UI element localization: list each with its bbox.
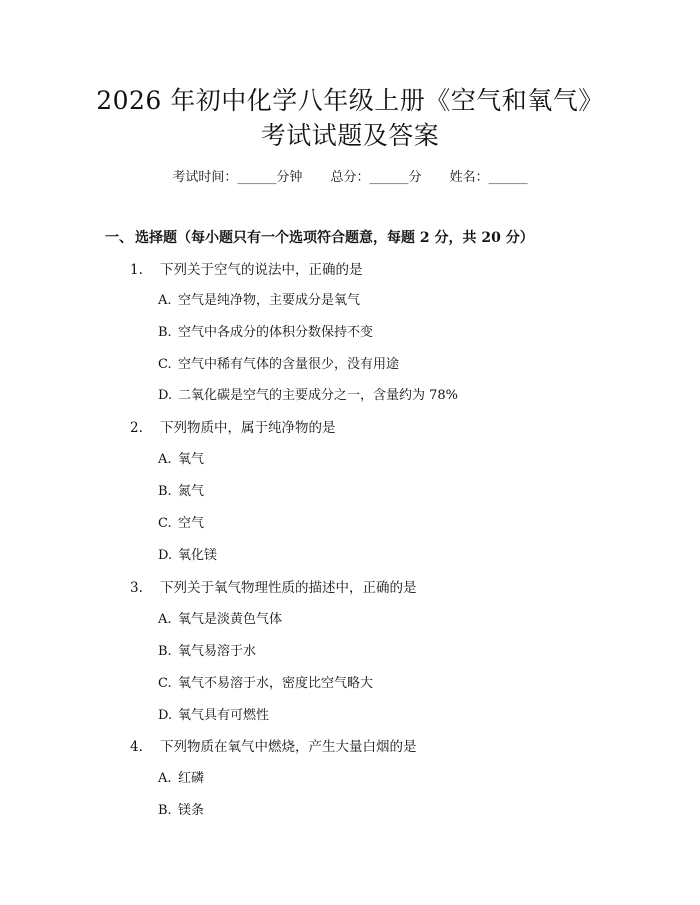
- option-letter: B.: [158, 644, 172, 659]
- option-text: 空气是纯净物，主要成分是氧气: [178, 293, 361, 308]
- question-2-option-b: [158, 482, 204, 502]
- option-letter: D.: [158, 708, 173, 723]
- option-letter: A.: [158, 293, 172, 308]
- option-letter: B.: [158, 325, 172, 340]
- question-text: 下列关于氧气物理性质的描述中，正确的是: [160, 580, 417, 596]
- question-2-option-d: [158, 546, 217, 566]
- question-1-option-d: [158, 386, 458, 406]
- question-3: [130, 578, 417, 598]
- question-2: [130, 418, 336, 438]
- question-1-option-a: [158, 291, 360, 311]
- option-letter: B.: [158, 803, 172, 818]
- option-text: 氧化镁: [178, 548, 218, 563]
- exam-meta-line: [0, 168, 700, 188]
- section-title: 选择题（每小题只有一个选项符合题意，每题 2 分，共 20 分）: [135, 230, 534, 246]
- question-1-option-c: [158, 355, 399, 375]
- question-number: 2.: [130, 420, 143, 436]
- option-text: 氧气易溶于水: [178, 644, 257, 659]
- question-4-option-a: [158, 769, 204, 789]
- question-number: 4.: [130, 739, 143, 755]
- option-text: 红磷: [178, 771, 205, 786]
- option-text: 氮气: [178, 484, 205, 499]
- question-text: 下列物质在氧气中燃烧，产生大量白烟的是: [160, 739, 417, 755]
- option-text: 镁条: [178, 803, 205, 818]
- option-letter: C.: [158, 676, 172, 691]
- option-text: 氧气是淡黄色气体: [178, 612, 283, 627]
- option-text: 空气: [178, 516, 205, 531]
- exam-title-line1: 2026 年初中化学八年级上册《空气和氧气》: [96, 86, 604, 115]
- question-2-option-c: [158, 514, 204, 534]
- question-4-option-b: [158, 801, 204, 821]
- question-4: [130, 737, 417, 757]
- question-number: 3.: [130, 580, 143, 596]
- question-3-option-b: [158, 642, 256, 662]
- option-text: 空气中各成分的体积分数保持不变: [178, 325, 374, 340]
- section-number: 一、: [105, 230, 133, 246]
- option-text: 二氧化碳是空气的主要成分之一，含量约为 78%: [178, 388, 459, 403]
- option-letter: D.: [158, 548, 173, 563]
- option-letter: A.: [158, 771, 172, 786]
- option-letter: A.: [158, 452, 172, 467]
- exam-title-line2: 考试试题及答案: [260, 121, 440, 150]
- question-3-option-c: [158, 674, 373, 694]
- option-text: 氧气不易溶于水，密度比空气略大: [178, 676, 374, 691]
- question-2-option-a: [158, 450, 204, 470]
- option-letter: C.: [158, 357, 172, 372]
- question-1: [130, 260, 363, 280]
- question-3-option-d: [158, 706, 269, 726]
- option-letter: C.: [158, 516, 172, 531]
- option-letter: A.: [158, 612, 172, 627]
- question-text: 下列关于空气的说法中，正确的是: [160, 262, 363, 278]
- option-text: 氧气: [178, 452, 205, 467]
- question-3-option-a: [158, 610, 282, 630]
- student-name-field: 姓名：______: [449, 170, 528, 185]
- section-heading: [105, 228, 534, 248]
- option-text: 氧气具有可燃性: [178, 708, 270, 723]
- total-score-field: 总分：______分: [330, 170, 422, 185]
- question-1-option-b: [158, 323, 373, 343]
- option-text: 空气中稀有气体的含量很少，没有用途: [178, 357, 400, 372]
- question-text: 下列物质中，属于纯净物的是: [160, 420, 336, 436]
- option-letter: D.: [158, 388, 173, 403]
- question-number: 1.: [130, 262, 143, 278]
- exam-time-field: 考试时间：______分钟: [172, 170, 303, 185]
- option-letter: B.: [158, 484, 172, 499]
